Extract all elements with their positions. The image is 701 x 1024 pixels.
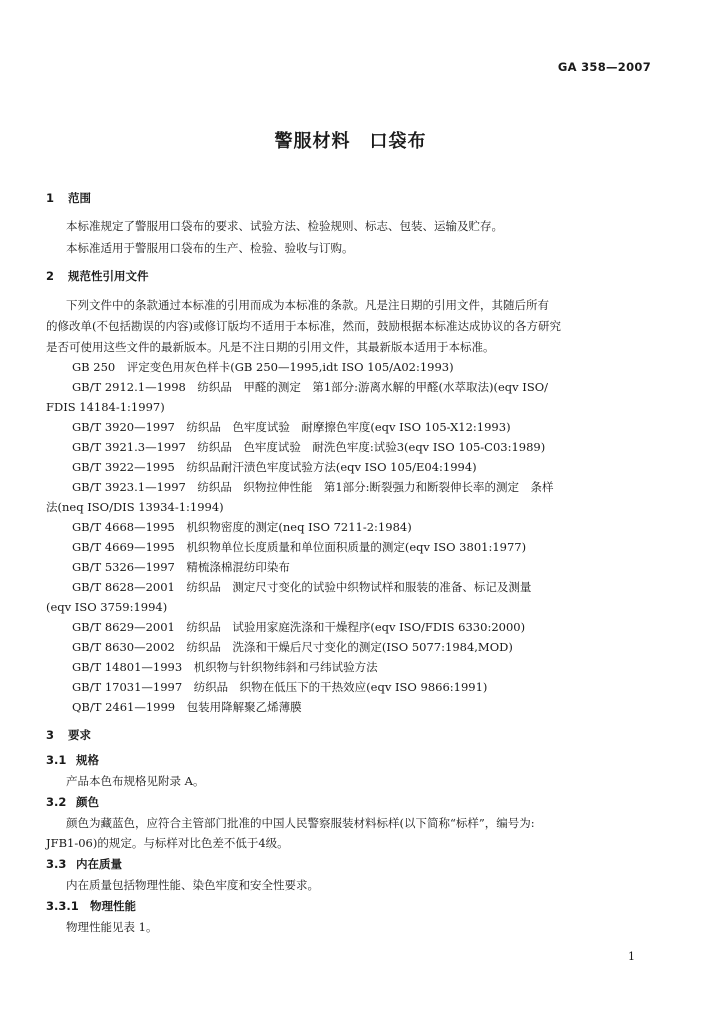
standard-number: GA 358—2007 bbox=[557, 60, 651, 74]
reference-item: GB/T 5326—1997 精梳涤棉混纺印染布 bbox=[72, 560, 290, 574]
section-number: 1 bbox=[46, 191, 55, 205]
section-title: 内在质量 bbox=[76, 857, 122, 871]
paragraph: 产品本色布规格见附录 A。 bbox=[66, 774, 205, 788]
section-number: 3.1 bbox=[46, 753, 67, 767]
reference-item: GB/T 17031—1997 纺织品 织物在低压下的干热效应(eqv ISO 9866:1991) bbox=[72, 680, 488, 694]
paragraph: 下列文件中的条款通过本标准的引用而成为本标准的条款。凡是注日期的引用文件，其随后所有 bbox=[66, 298, 549, 312]
page-number: 1 bbox=[628, 950, 635, 963]
section-number: 3.3.1 bbox=[46, 899, 79, 913]
reference-item: QB/T 2461—1999 包装用降解聚乙烯薄膜 bbox=[72, 700, 302, 714]
section-heading-3 bbox=[46, 727, 91, 743]
paragraph: 颜色为藏蓝色，应符合主管部门批准的中国人民警察服装材料标样(以下简称“标样”，编号为: bbox=[66, 816, 535, 830]
reference-item: GB/T 3922—1995 纺织品耐汗渍色牢度试验方法(eqv ISO 105/E04:1994) bbox=[72, 460, 477, 474]
subsection-heading-3-1 bbox=[46, 752, 99, 768]
reference-item: GB/T 4668—1995 机织物密度的测定(neq ISO 7211-2:1984) bbox=[72, 520, 412, 534]
reference-item: GB/T 3923.1—1997 纺织品 织物拉伸性能 第1部分:断裂强力和断裂伸长率的测定 条样 bbox=[72, 480, 554, 494]
section-number: 2 bbox=[46, 269, 55, 283]
reference-item: GB/T 2912.1—1998 纺织品 甲醛的测定 第1部分:游离水解的甲醛(水萃取法)(eqv ISO/ bbox=[72, 380, 549, 394]
section-title: 物理性能 bbox=[90, 899, 136, 913]
reference-item: GB/T 8628—2001 纺织品 测定尺寸变化的试验中织物试样和服装的准备、标记及测量 bbox=[72, 580, 532, 594]
paragraph: 内在质量包括物理性能、染色牢度和安全性要求。 bbox=[66, 878, 319, 892]
section-number: 3.3 bbox=[46, 857, 67, 871]
document-title: 警服材料 口袋布 bbox=[274, 131, 427, 152]
section-number: 3 bbox=[46, 728, 55, 742]
reference-item: GB/T 8630—2002 纺织品 洗涤和干燥后尺寸变化的测定(ISO 5077:1984,MOD) bbox=[72, 640, 513, 654]
reference-item: GB/T 14801—1993 机织物与针织物纬斜和弓纬试验方法 bbox=[72, 660, 378, 674]
section-heading-2 bbox=[46, 268, 149, 284]
section-title: 规范性引用文件 bbox=[68, 269, 149, 283]
reference-item-continued: (eqv ISO 3759:1994) bbox=[46, 600, 168, 614]
subsection-heading-3-3 bbox=[46, 856, 122, 872]
subsection-heading-3-2 bbox=[46, 794, 99, 810]
section-title: 规格 bbox=[76, 753, 99, 767]
reference-item-continued: FDIS 14184-1:1997) bbox=[46, 400, 165, 414]
section-title: 要求 bbox=[68, 728, 91, 742]
reference-item: GB/T 3920—1997 纺织品 色牢度试验 耐摩擦色牢度(eqv ISO 105-X12:1993) bbox=[72, 420, 511, 434]
reference-item: GB/T 4669—1995 机织物单位长度质量和单位面积质量的测定(eqv ISO 3801:1977) bbox=[72, 540, 527, 554]
paragraph: 是否可使用这些文件的最新版本。凡是不注日期的引用文件，其最新版本适用于本标准。 bbox=[46, 340, 495, 354]
section-heading-1 bbox=[46, 190, 91, 206]
paragraph: 本标准规定了警服用口袋布的要求、试验方法、检验规则、标志、包装、运输及贮存。 bbox=[66, 219, 503, 233]
reference-item-continued: 法(neq ISO/DIS 13934-1:1994) bbox=[46, 500, 224, 514]
subsection-heading-3-3-1 bbox=[46, 898, 136, 914]
section-title: 范围 bbox=[68, 191, 91, 205]
paragraph: 本标准适用于警服用口袋布的生产、检验、验收与订购。 bbox=[66, 241, 354, 255]
section-number: 3.2 bbox=[46, 795, 67, 809]
paragraph: 物理性能见表 1。 bbox=[66, 920, 158, 934]
reference-item: GB/T 3921.3—1997 纺织品 色牢度试验 耐洗色牢度:试验3(eqv ISO 105-C03:1989) bbox=[72, 440, 546, 454]
section-title: 颜色 bbox=[76, 795, 99, 809]
paragraph: 的修改单(不包括勘误的内容)或修订版均不适用于本标准，然而，鼓励根据本标准达成协议的各方研究 bbox=[46, 319, 561, 333]
paragraph-continued: JFB1-06)的规定。与标样对比色差不低于4级。 bbox=[46, 836, 289, 850]
reference-item: GB/T 8629—2001 纺织品 试验用家庭洗涤和干燥程序(eqv ISO/FDIS 6330:2000) bbox=[72, 620, 526, 634]
reference-item: GB 250 评定变色用灰色样卡(GB 250—1995,idt ISO 105/A02:1993) bbox=[72, 360, 454, 374]
